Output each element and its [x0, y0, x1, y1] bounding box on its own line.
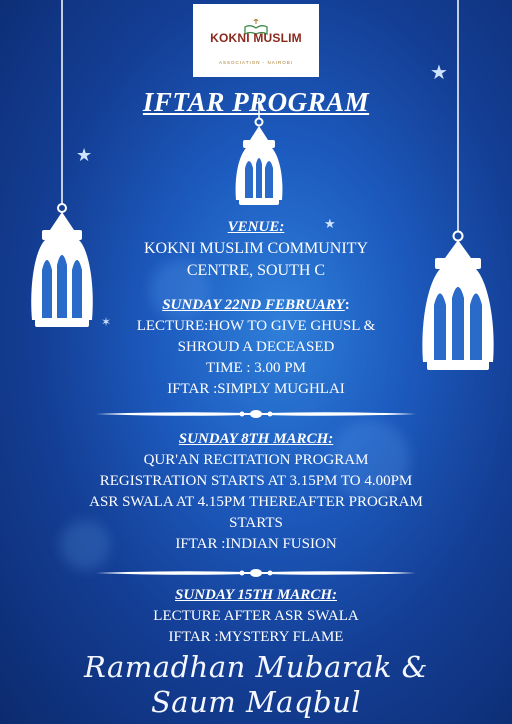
venue-section: [0, 217, 512, 282]
logo-subtitle: ASSOCIATION - NAIROBI: [219, 60, 293, 65]
event-line: IFTAR :MYSTERY FLAME: [168, 629, 344, 645]
event-date: SUNDAY 22ND FEBRUARY: [162, 297, 345, 313]
venue-line: CENTRE, SOUTH C: [186, 262, 326, 279]
event-line: TIME : 3.00 PM: [205, 360, 306, 376]
event-line: IFTAR :INDIAN FUSION: [175, 536, 337, 552]
star-icon: ★: [324, 216, 336, 231]
event-line: QUR'AN RECITATION PROGRAM: [143, 452, 369, 468]
event-date: SUNDAY 8TH MARCH:: [178, 431, 334, 447]
event-date-suffix: :: [344, 297, 350, 313]
star-icon: ★: [430, 62, 448, 84]
star-icon: ★: [76, 145, 93, 165]
event-line: LECTURE AFTER ASR SWALA: [153, 608, 359, 624]
logo-name: KOKNI MUSLIM: [210, 31, 302, 45]
star-icon: ✶: [101, 315, 112, 329]
event-1: [0, 295, 512, 400]
event-line: LECTURE:HOW TO GIVE GHUSL &: [136, 318, 376, 334]
event-line: REGISTRATION STARTS AT 3.15PM TO 4.00PM: [99, 473, 413, 489]
logo: [193, 4, 319, 77]
page-title: IFTAR PROGRAM: [142, 87, 370, 117]
left-lantern-icon: [27, 0, 97, 335]
venue-line: KOKNI MUSLIM COMMUNITY: [144, 240, 368, 257]
greeting-line: Saum Maqbul: [150, 685, 362, 719]
greeting-line: Ramadhan Mubarak &: [84, 650, 428, 684]
event-2: [0, 429, 512, 555]
event-date: SUNDAY 15TH MARCH:: [175, 587, 337, 603]
event-3: [0, 585, 512, 648]
event-line: IFTAR :SIMPLY MUGHLAI: [167, 381, 345, 397]
event-line: STARTS: [229, 515, 283, 531]
divider: [96, 567, 416, 579]
event-line: ASR SWALA AT 4.15PM THEREAFTER PROGRAM: [89, 494, 423, 510]
divider: [96, 408, 416, 420]
venue-heading: VENUE:: [227, 219, 285, 235]
event-line: SHROUD A DECEASED: [177, 339, 335, 355]
